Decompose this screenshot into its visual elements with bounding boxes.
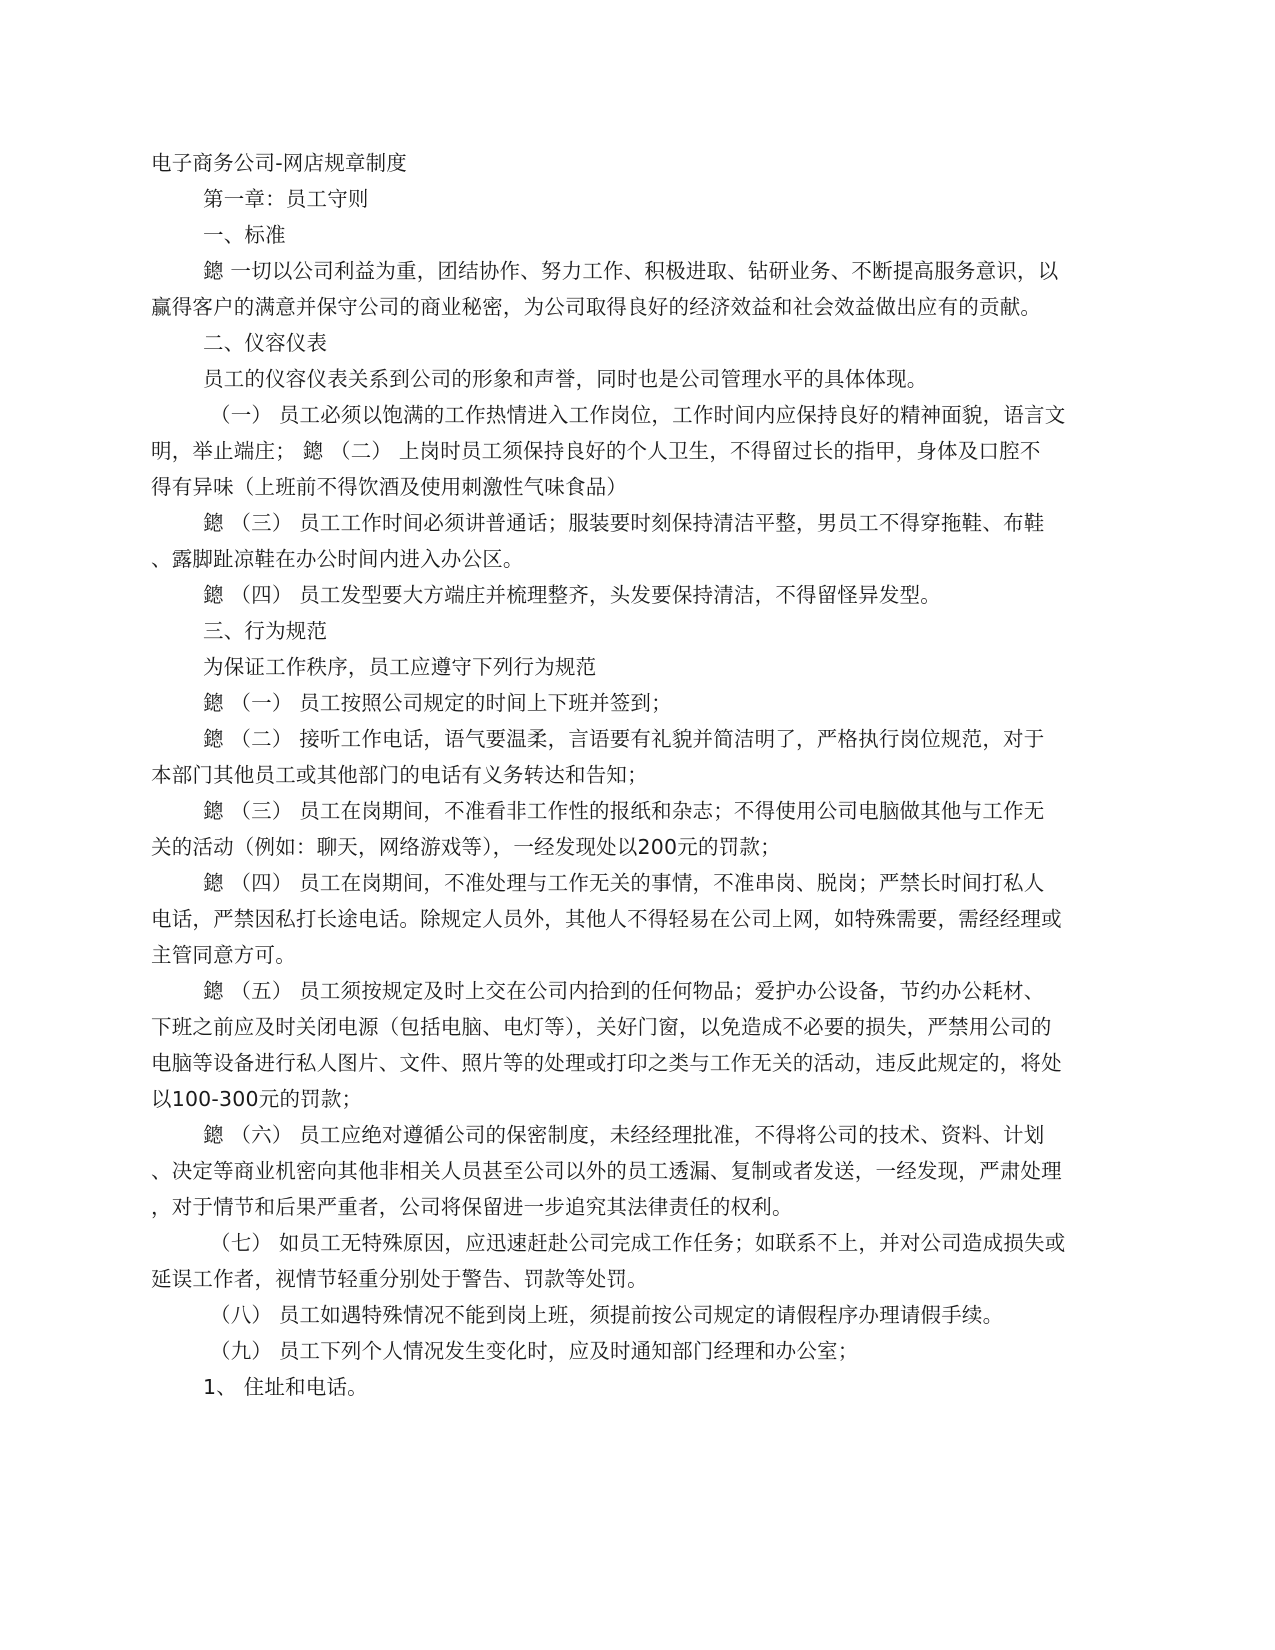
paragraph-line: 鏓 （一） 员工按照公司规定的时间上下班并签到； (203, 691, 672, 715)
paragraph-line: 以100-300元的罚款； (151, 1087, 363, 1111)
paragraph-line: 鏓 （二） 接听工作电话，语气要温柔，言语要有礼貌并简洁明了，严格执行岗位规范，对于 (203, 727, 1045, 751)
paragraph-line: （九） 员工下列个人情况发生变化时，应及时通知部门经理和办公室； (210, 1339, 859, 1363)
paragraph-line: （七） 如员工无特殊原因，应迅速赶赴公司完成工作任务；如联系不上，并对公司造成损失或 (210, 1231, 1066, 1255)
paragraph-line: ，对于情节和后果严重者，公司将保留进一步追究其法律责任的权利。 (151, 1195, 793, 1219)
document-title: 电子商务公司-网店规章制度 (151, 151, 407, 175)
paragraph-line: 本部门其他员工或其他部门的电话有义务转达和告知； (151, 763, 648, 787)
paragraph-line: 得有异味（上班前不得饮酒及使用刺激性气味食品） (151, 475, 628, 499)
paragraph-line: 鏓 （三） 员工工作时间必须讲普通话；服装要时刻保持清洁平整，男员工不得穿拖鞋、布鞋 (203, 511, 1045, 535)
paragraph-line: 鏓 （六） 员工应绝对遵循公司的保密制度，未经经理批准，不得将公司的技术、资料、计划 (203, 1123, 1045, 1147)
paragraph-line: 电脑等设备进行私人图片、文件、照片等的处理或打印之类与工作无关的活动，违反此规定的，将处 (151, 1051, 1062, 1075)
paragraph-line: 延误工作者，视情节轻重分别处于警告、罚款等处罚。 (151, 1267, 648, 1291)
paragraph-line: 下班之前应及时关闭电源（包括电脑、电灯等），关好门窗，以免造成不必要的损失，严禁用公司的 (151, 1015, 1052, 1039)
paragraph-line: 鏓 （五） 员工须按规定及时上交在公司内拾到的任何物品；爱护办公设备，节约办公耗材、 (203, 979, 1045, 1003)
paragraph-line: 鏓 一切以公司利益为重，团结协作、努力工作、积极进取、钻研业务、不断提高服务意识，以 (203, 259, 1059, 283)
paragraph-line: 、决定等商业机密向其他非相关人员甚至公司以外的员工透漏、复制或者发送，一经发现，严肃处理 (151, 1159, 1062, 1183)
section-heading: 三、行为规范 (203, 619, 328, 643)
paragraph-line: 鏓 （四） 员工发型要大方端庄并梳理整齐，头发要保持清洁，不得留怪异发型。 (203, 583, 941, 607)
paragraph-line: 鏓 （三） 员工在岗期间，不准看非工作性的报纸和杂志；不得使用公司电脑做其他与工作无 (203, 799, 1045, 823)
paragraph-line: 明，举止端庄； 鏓 （二） 上岗时员工须保持良好的个人卫生，不得留过长的指甲，身体及口腔不 (151, 439, 1041, 463)
paragraph-line: 、露脚趾凉鞋在办公时间内进入办公区。 (151, 547, 524, 571)
paragraph-line: 1、 住址和电话。 (203, 1375, 368, 1399)
paragraph-line: 员工的仪容仪表关系到公司的形象和声誉，同时也是公司管理水平的具体体现。 (203, 367, 928, 391)
section-heading: 二、仪容仪表 (203, 331, 328, 355)
paragraph-line: 赢得客户的满意并保守公司的商业秘密，为公司取得良好的经济效益和社会效益做出应有的贡献。 (151, 295, 1042, 319)
paragraph-line: 主管同意方可。 (151, 943, 296, 967)
section-heading: 一、标准 (203, 223, 286, 247)
paragraph-line: 鏓 （四） 员工在岗期间，不准处理与工作无关的事情，不准串岗、脱岗；严禁长时间打私人 (203, 871, 1045, 895)
paragraph-line: 关的活动（例如：聊天，网络游戏等），一经发现处以200元的罚款； (151, 835, 781, 859)
paragraph-line: （八） 员工如遇特殊情况不能到岗上班，须提前按公司规定的请假程序办理请假手续。 (210, 1303, 1004, 1327)
chapter-heading: 第一章：员工守则 (203, 187, 369, 211)
paragraph-line: 为保证工作秩序，员工应遵守下列行为规范 (203, 655, 597, 679)
paragraph-line: 电话，严禁因私打长途电话。除规定人员外，其他人不得轻易在公司上网，如特殊需要，需经经理或 (151, 907, 1062, 931)
paragraph-line: （一） 员工必须以饱满的工作热情进入工作岗位，工作时间内应保持良好的精神面貌，语言文 (210, 403, 1066, 427)
